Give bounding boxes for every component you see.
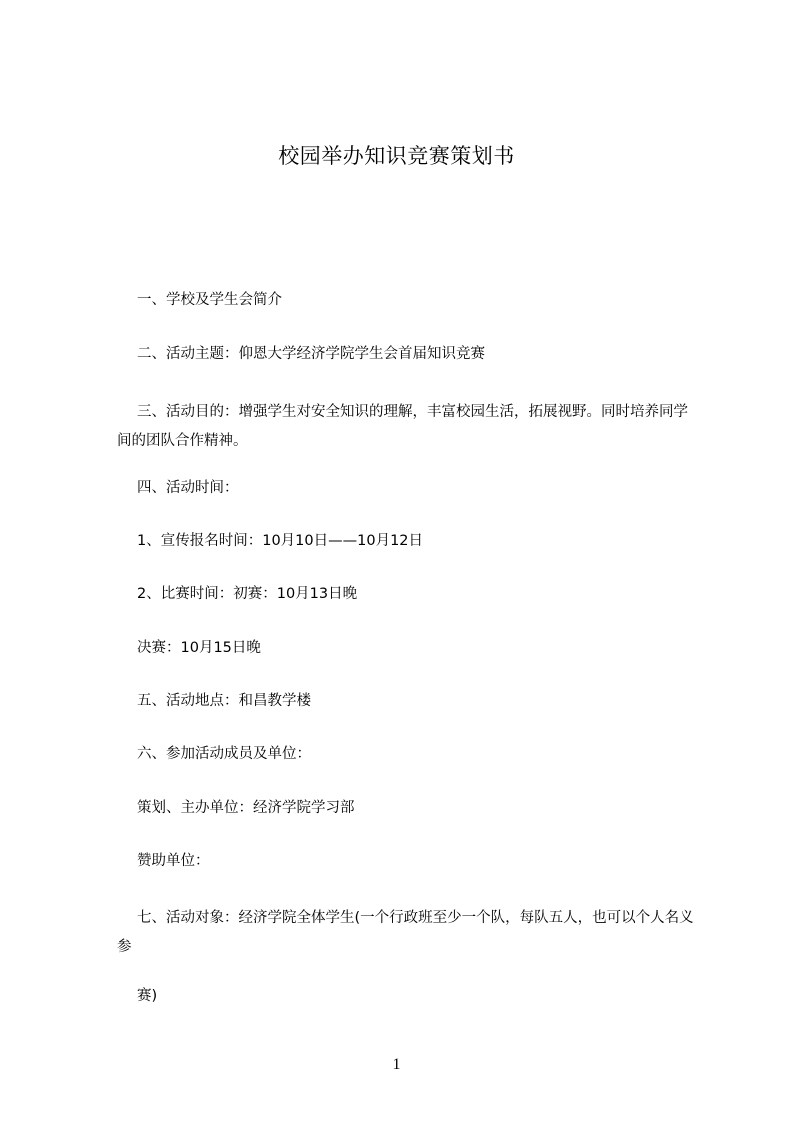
paragraph-final-time: 决赛：10月15日晚	[137, 640, 261, 656]
paragraph-activity-purpose: 三、活动目的：增强学生对安全知识的理解，丰富校园生活，拓展视野。同时培养同学间的团队合作精神。	[117, 404, 688, 449]
paragraph-target-audience-end: 赛)	[137, 988, 158, 1004]
paragraph-target-audience: 七、活动对象：经济学院全体学生(一个行政班至少一个队，每队五人，也可以个人名义参	[117, 910, 694, 955]
document-title: 校园举办知识竞赛策划书	[278, 144, 515, 168]
paragraph-participants: 六、参加活动成员及单位：	[137, 746, 311, 762]
paragraph-school-intro: 一、学校及学生会简介	[137, 292, 282, 308]
paragraph-competition-time: 2、比赛时间：初赛：10月13日晚	[137, 586, 358, 602]
paragraph-activity-location: 五、活动地点：和昌教学楼	[137, 693, 311, 709]
paragraph-organizer: 策划、主办单位：经济学院学习部	[137, 800, 355, 816]
page-number: 1	[392, 1056, 401, 1073]
paragraph-activity-theme: 二、活动主题：仰恩大学经济学院学生会首届知识竞赛	[137, 346, 485, 362]
paragraph-sponsor: 赞助单位：	[137, 853, 210, 869]
paragraph-activity-time: 四、活动时间：	[137, 480, 239, 496]
paragraph-signup-time: 1、宣传报名时间：10月10日——10月12日	[137, 533, 424, 549]
